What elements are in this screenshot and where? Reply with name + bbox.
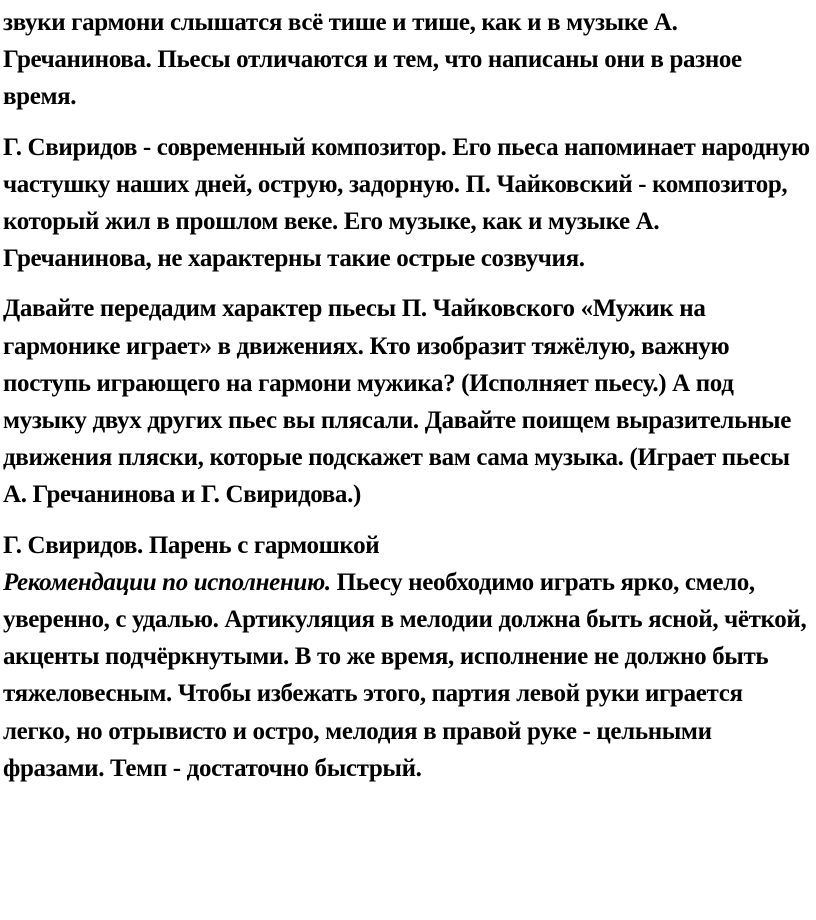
recommendations-text: Пьесу необходимо играть ярко, смело, уверенно, с удалью. Артикуляция в мелодии должна быть ясной, чёткой, акценты подчёркнутыми. В то же время, исполнение не должно быть тяжеловесным. Чтобы избежать этого, партия левой руки играется легко, но отрывисто и остро, мелодия в правой руке - цельными фразами. Темп - достаточно быстрый.: [3, 568, 807, 782]
paragraph-recommendations: [3, 564, 811, 787]
section-heading: Г. Свиридов. Парень с гармошкой: [3, 531, 380, 559]
paragraph-sviridov-modern: Г. Свиридов - современный композитор. Его пьеса напоминает народную частушку наших дней, острую, задорную. П. Чайковский - композитор, который жил в прошлом веке. Его музыке, как и музыке А. Гречанинова, не характерны такие острые созвучия.: [3, 133, 810, 273]
document-page: [3, 4, 811, 787]
paragraph-movement-task: Давайте передадим характер пьесы П. Чайковского «Мужик на гармонике играет» в движениях. Кто изобразит тяжёлую, важную поступь играющего на гармони мужика? (Исполняет пьесу.) А под музыку двух других пьес вы плясали. Давайте поищем выразительные движения пляски, которые подскажет вам сама музыка. (Играет пьесы А. Гречанинова и Г. Свиридова.): [3, 295, 791, 509]
recommendations-label: Рекомендации по исполнению.: [3, 568, 331, 596]
paragraph-harmonica-sounds: звуки гармони слышатся всё тише и тише, как и в музыке А. Гречанинова. Пьесы отличаются и тем, что написаны они в разное время.: [3, 9, 742, 111]
